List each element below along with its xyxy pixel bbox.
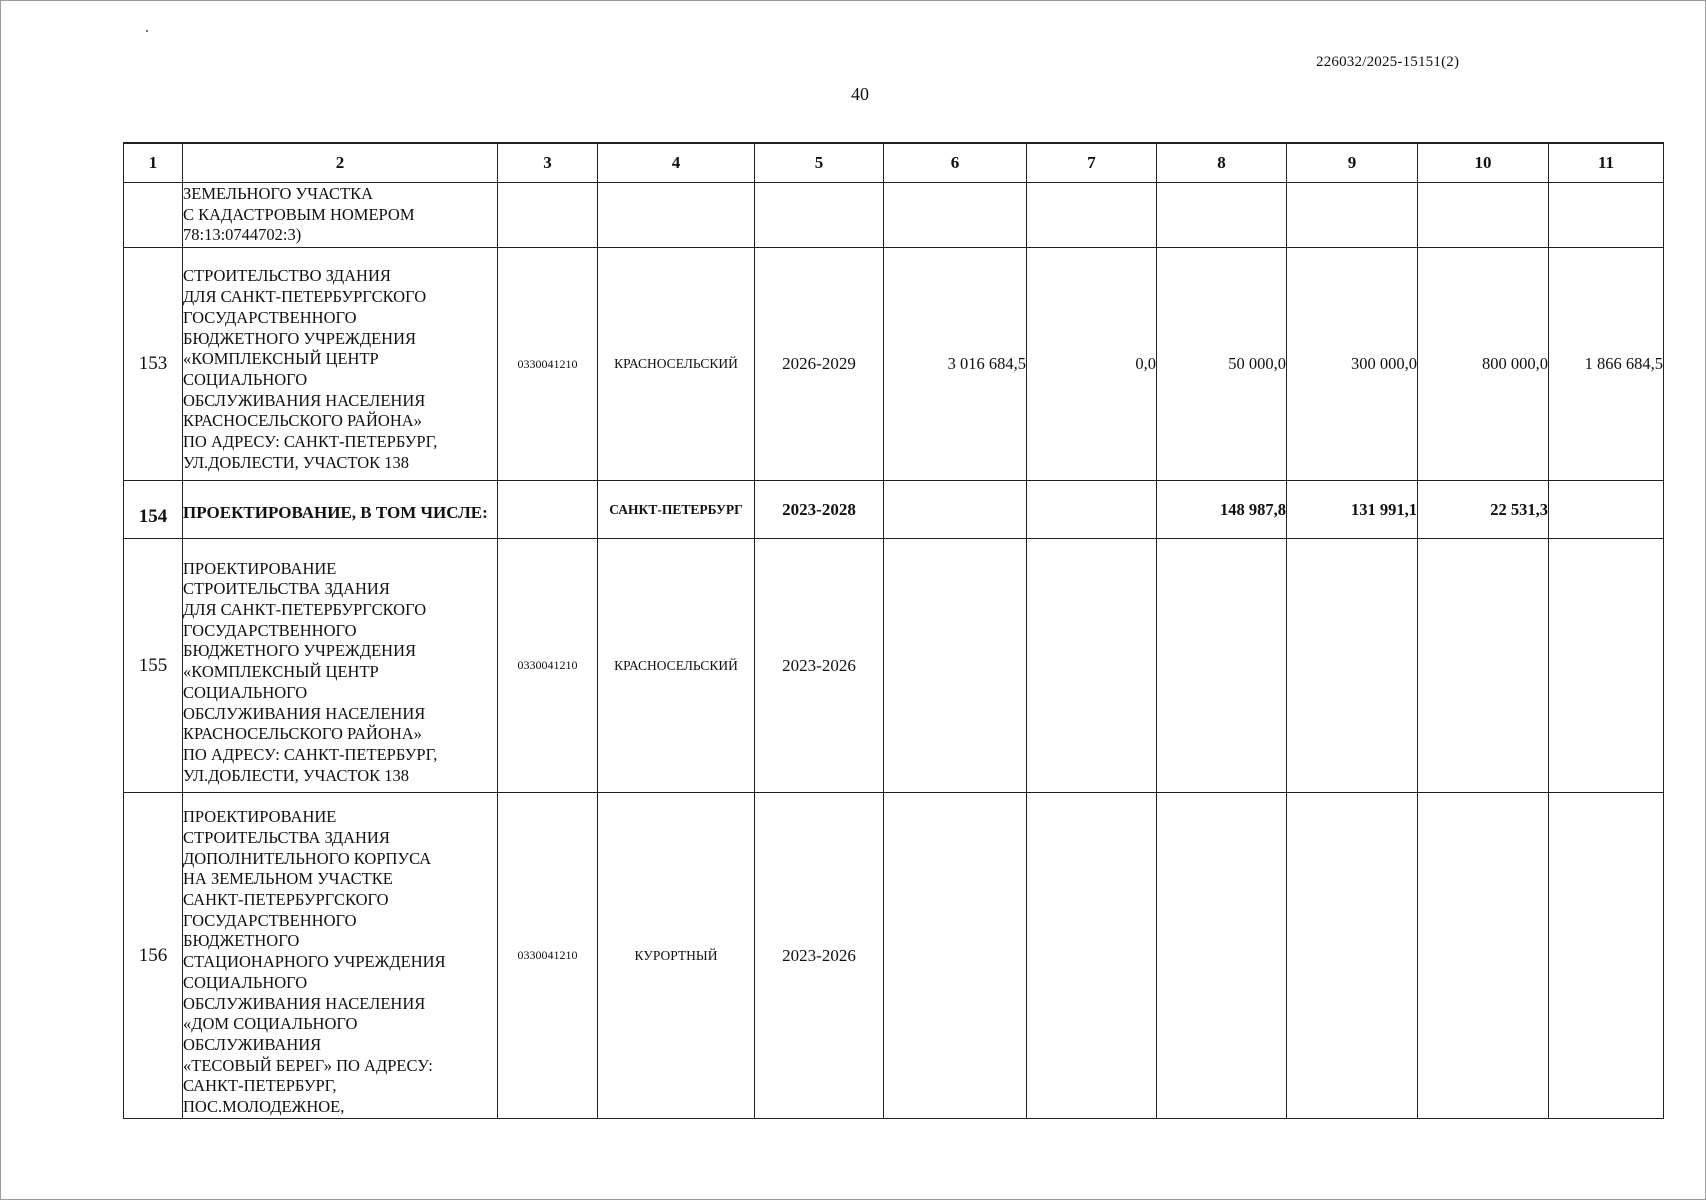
value-col-11 bbox=[1549, 183, 1664, 248]
row-number bbox=[124, 183, 183, 248]
value-col-11 bbox=[1549, 481, 1664, 539]
table-header-row bbox=[124, 143, 1664, 183]
target-code bbox=[498, 183, 598, 248]
value-col-8 bbox=[1157, 793, 1287, 1119]
value-col-6 bbox=[884, 183, 1027, 248]
object-name: ПРОЕКТИРОВАНИЕ СТРОИТЕЛЬСТВА ЗДАНИЯ ДОПОЛНИТЕЛЬНОГО КОРПУСА НА ЗЕМЕЛЬНОМ УЧАСТКЕ САНКТ-ПЕТЕРБУРГСКОГО ГОСУДАРСТВЕННОГО БЮДЖЕТНОГО СТАЦИОНАРНОГО УЧРЕЖДЕНИЯ СОЦИАЛЬНОГО ОБСЛУЖИВАНИЯ НАСЕЛЕНИЯ «ДОМ СОЦИАЛЬНОГО ОБСЛУЖИВАНИЯ «ТЕСОВЫЙ БЕРЕГ» ПО АДРЕСУ: САНКТ-ПЕТЕРБУРГ, ПОС.МОЛОДЕЖНОЕ, bbox=[183, 793, 498, 1119]
value-col-9 bbox=[1287, 539, 1418, 793]
scan-artifact-dot bbox=[146, 30, 148, 32]
object-name: ПРОЕКТИРОВАНИЕ СТРОИТЕЛЬСТВА ЗДАНИЯ ДЛЯ САНКТ-ПЕТЕРБУРГСКОГО ГОСУДАРСТВЕННОГО БЮДЖЕТНОГО УЧРЕЖДЕНИЯ «КОМПЛЕКСНЫЙ ЦЕНТР СОЦИАЛЬНОГО ОБСЛУЖИВАНИЯ НАСЕЛЕНИЯ КРАСНОСЕЛЬСКОГО РАЙОНА» ПО АДРЕСУ: САНКТ-ПЕТЕРБУРГ, УЛ.ДОБЛЕСТИ, УЧАСТОК 138 bbox=[183, 539, 498, 793]
period bbox=[755, 183, 884, 248]
value-col-10: 22 531,3 bbox=[1418, 481, 1549, 539]
column-header: 4 bbox=[598, 143, 755, 183]
value-col-7 bbox=[1027, 793, 1157, 1119]
value-col-9 bbox=[1287, 793, 1418, 1119]
row-number: 155 bbox=[124, 539, 183, 793]
value-col-10 bbox=[1418, 793, 1549, 1119]
object-name: СТРОИТЕЛЬСТВО ЗДАНИЯ ДЛЯ САНКТ-ПЕТЕРБУРГСКОГО ГОСУДАРСТВЕННОГО БЮДЖЕТНОГО УЧРЕЖДЕНИЯ «КОМПЛЕКСНЫЙ ЦЕНТР СОЦИАЛЬНОГО ОБСЛУЖИВАНИЯ НАСЕЛЕНИЯ КРАСНОСЕЛЬСКОГО РАЙОНА» ПО АДРЕСУ: САНКТ-ПЕТЕРБУРГ, УЛ.ДОБЛЕСТИ, УЧАСТОК 138 bbox=[183, 248, 498, 481]
district: САНКТ-ПЕТЕРБУРГ bbox=[598, 481, 755, 539]
table-row-subtotal bbox=[124, 481, 1664, 539]
column-header: 2 bbox=[183, 143, 498, 183]
value-col-6 bbox=[884, 793, 1027, 1119]
value-col-11 bbox=[1549, 793, 1664, 1119]
value-col-7 bbox=[1027, 183, 1157, 248]
value-col-8 bbox=[1157, 539, 1287, 793]
column-header: 9 bbox=[1287, 143, 1418, 183]
district: КРАСНОСЕЛЬСКИЙ bbox=[598, 248, 755, 481]
period: 2023-2026 bbox=[755, 793, 884, 1119]
value-col-8: 50 000,0 bbox=[1157, 248, 1287, 481]
column-header: 11 bbox=[1549, 143, 1664, 183]
column-header: 1 bbox=[124, 143, 183, 183]
period: 2026-2029 bbox=[755, 248, 884, 481]
target-code: 0330041210 bbox=[498, 793, 598, 1119]
district bbox=[598, 183, 755, 248]
target-code: 0330041210 bbox=[498, 248, 598, 481]
value-col-9 bbox=[1287, 183, 1418, 248]
table-row bbox=[124, 183, 1664, 248]
value-col-6 bbox=[884, 481, 1027, 539]
row-number: 153 bbox=[124, 248, 183, 481]
value-col-11 bbox=[1549, 539, 1664, 793]
table-row bbox=[124, 539, 1664, 793]
object-name: ЗЕМЕЛЬНОГО УЧАСТКА С КАДАСТРОВЫМ НОМЕРОМ 78:13:0744702:3) bbox=[183, 183, 498, 248]
target-code bbox=[498, 481, 598, 539]
value-col-7: 0,0 bbox=[1027, 248, 1157, 481]
column-header: 5 bbox=[755, 143, 884, 183]
value-col-10: 800 000,0 bbox=[1418, 248, 1549, 481]
row-number: 154 bbox=[124, 481, 183, 539]
column-header: 7 bbox=[1027, 143, 1157, 183]
column-header: 8 bbox=[1157, 143, 1287, 183]
column-header: 3 bbox=[498, 143, 598, 183]
value-col-6 bbox=[884, 539, 1027, 793]
value-col-10 bbox=[1418, 183, 1549, 248]
value-col-10 bbox=[1418, 539, 1549, 793]
value-col-7 bbox=[1027, 481, 1157, 539]
page-number: 40 bbox=[851, 84, 869, 104]
column-header: 10 bbox=[1418, 143, 1549, 183]
value-col-9: 300 000,0 bbox=[1287, 248, 1418, 481]
budget-table bbox=[123, 142, 1664, 1119]
value-col-8: 148 987,8 bbox=[1157, 481, 1287, 539]
value-col-8 bbox=[1157, 183, 1287, 248]
row-number: 156 bbox=[124, 793, 183, 1119]
table-row bbox=[124, 793, 1664, 1119]
value-col-7 bbox=[1027, 539, 1157, 793]
period: 2023-2026 bbox=[755, 539, 884, 793]
table-row bbox=[124, 248, 1664, 481]
value-col-11: 1 866 684,5 bbox=[1549, 248, 1664, 481]
value-col-9: 131 991,1 bbox=[1287, 481, 1418, 539]
period: 2023-2028 bbox=[755, 481, 884, 539]
target-code: 0330041210 bbox=[498, 539, 598, 793]
object-name: ПРОЕКТИРОВАНИЕ, В ТОМ ЧИСЛЕ: bbox=[183, 481, 498, 539]
value-col-6: 3 016 684,5 bbox=[884, 248, 1027, 481]
document-number: 226032/2025-15151(2) bbox=[1316, 54, 1460, 70]
district: КУРОРТНЫЙ bbox=[598, 793, 755, 1119]
column-header: 6 bbox=[884, 143, 1027, 183]
district: КРАСНОСЕЛЬСКИЙ bbox=[598, 539, 755, 793]
